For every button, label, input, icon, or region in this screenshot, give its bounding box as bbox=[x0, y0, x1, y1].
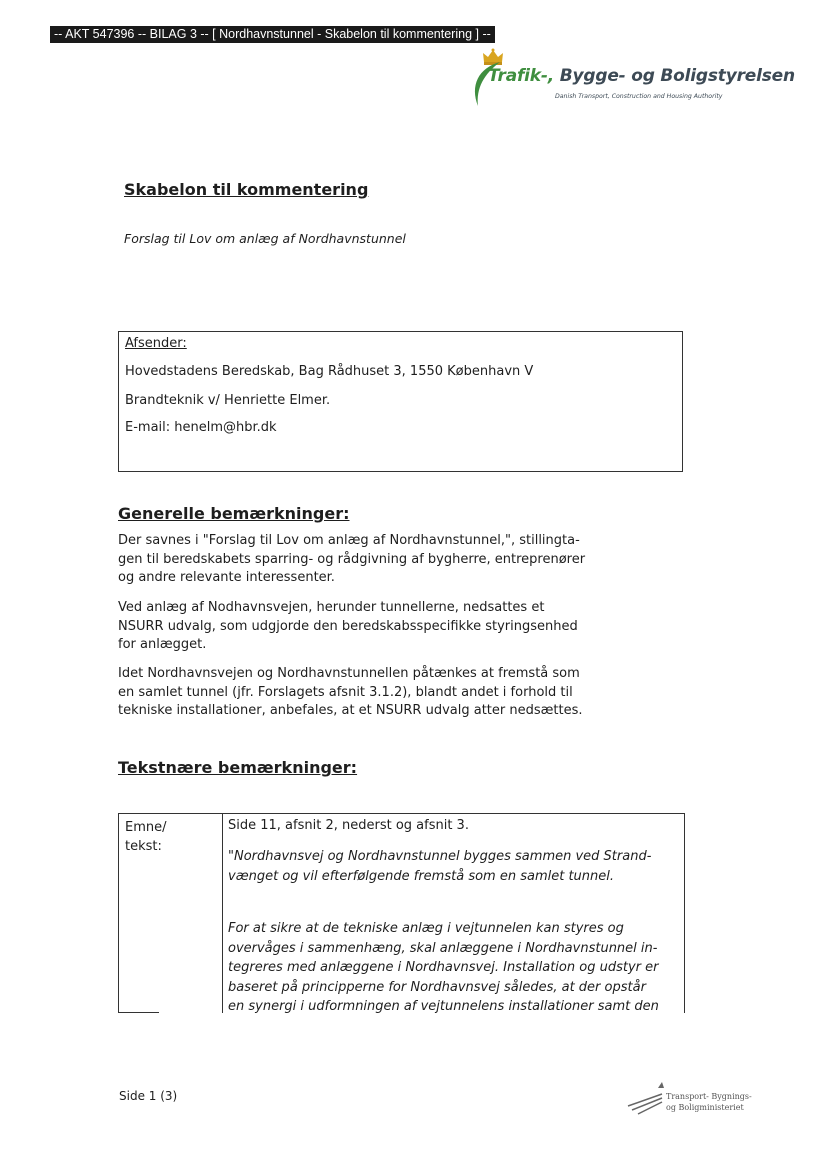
ministry-name-line1: Transport- Bygnings- bbox=[666, 1092, 752, 1101]
ministry-emblem-icon bbox=[626, 1080, 666, 1118]
agency-subtitle: Danish Transport, Construction and Housing Authority bbox=[555, 93, 723, 100]
text-reference: Side 11, afsnit 2, nederst og afsnit 3. bbox=[228, 818, 469, 833]
comment-table bbox=[118, 813, 685, 1013]
textual-heading: Tekstnære bemærkninger: bbox=[118, 758, 358, 777]
sender-contact: Brandteknik v/ Henriette Elmer. bbox=[125, 393, 331, 408]
general-heading: Generelle bemærkninger: bbox=[118, 504, 350, 523]
quote-block-2: For at sikre at de tekniske anlæg i vejtunnelen kan styres og overvåges i sammenhæng, skal anlæggene i Nordhavnstunnel in- tegreres med anlæggene i Nordhavnsvej. Installation og udstyr er baseret på principperne for Nordhavnsvej således, at der opstår en synergi i udformningen af vejtunnelens installationer samt den bbox=[228, 921, 659, 1014]
document-title: Skabelon til kommentering bbox=[124, 180, 369, 199]
general-paragraph-2: Ved anlæg af Nodhavnsvejen, herunder tunnellerne, nedsattes et NSURR udvalg, som udgjorde den beredskabsspecifikke styringsenhed for anlægget. bbox=[118, 600, 578, 652]
document-stamp: -- AKT 547396 -- BILAG 3 -- [ Nordhavnstunnel - Skabelon til kommentering ] -- bbox=[50, 26, 495, 43]
ministry-name-line2: og Boligministeriet bbox=[666, 1103, 744, 1112]
ministry-logo bbox=[626, 1080, 766, 1120]
general-paragraph-3: Idet Nordhavnsvejen og Nordhavnstunnellen påtænkes at fremstå som en samlet tunnel (jfr. Forslagets afsnit 3.1.2), blandt andet i forhold til tekniske installationer, anbefales, at et NSURR udvalg atter nedsættes. bbox=[118, 666, 583, 718]
sender-label: Afsender: bbox=[125, 336, 187, 351]
topic-label: Emne/ tekst: bbox=[125, 820, 167, 854]
agency-logo bbox=[466, 48, 795, 114]
page-number: Side 1 (3) bbox=[119, 1089, 178, 1103]
general-paragraph-1: Der savnes i "Forslag til Lov om anlæg af Nordhavnstunnel,", stillingta- gen til beredskabets sparring- og rådgivning af bygherre, entreprenører og andre relevante interessenter. bbox=[118, 533, 586, 585]
document-subtitle: Forslag til Lov om anlæg af Nordhavnstunnel bbox=[124, 231, 406, 246]
sender-address: Hovedstadens Beredskab, Bag Rådhuset 3, 1550 København V bbox=[125, 364, 534, 379]
sender-email: E-mail: henelm@hbr.dk bbox=[125, 420, 277, 435]
sender-box bbox=[118, 331, 683, 472]
agency-name: Trafik-, Bygge- og Boligstyrelsen bbox=[488, 66, 795, 86]
quote-block-1: "Nordhavnsvej og Nordhavnstunnel bygges sammen ved Strand- vænget og vil efterfølgende fremstå som en samlet tunnel. bbox=[228, 849, 652, 884]
